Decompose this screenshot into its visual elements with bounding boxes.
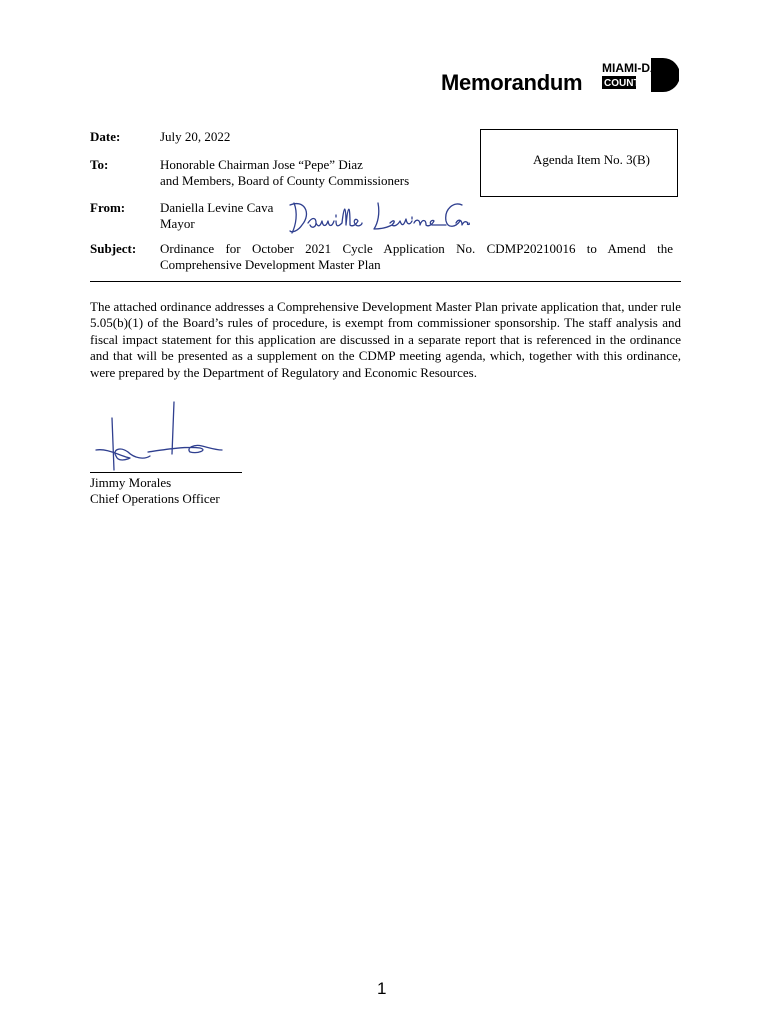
from-name: Daniella Levine Cava [160, 200, 274, 215]
header-divider [90, 281, 681, 282]
date-label: Date: [90, 129, 121, 144]
coo-signature [90, 400, 230, 475]
logo-line1: MIAMI-DADE [602, 61, 676, 75]
date-value: July 20, 2022 [160, 129, 231, 144]
agenda-item-label: Agenda Item No. 3(B) [533, 152, 650, 167]
miami-dade-county-logo [601, 56, 679, 94]
mayor-signature [286, 195, 470, 241]
memorandum-title: Memorandum [441, 70, 583, 95]
from-label: From: [90, 200, 126, 215]
to-line-1: Honorable Chairman Jose “Pepe” Diaz [160, 157, 363, 172]
body-paragraph: The attached ordinance addresses a Comprehensive Development Master Plan private application that, under rule 5.05(b)(1) of the Board’s rules of procedure, is exempt from commissioner sponsorship. The staff analysis and fiscal impact statement for this application are discussed in a separate report that is referenced in the ordinance and that will be presented as a supplement on the CDMP meeting agenda, which, together with this ordinance, were prepared by the Department of Regulatory and Economic Resources. [90, 299, 681, 380]
subject-line-2: Comprehensive Development Master Plan [160, 257, 381, 272]
subject-value [160, 241, 673, 273]
logo-line2: COUNTY [604, 78, 647, 89]
signatory-title: Chief Operations Officer [90, 491, 220, 506]
to-label: To: [90, 157, 109, 172]
signature-line [90, 472, 242, 473]
signatory-block [90, 475, 220, 507]
from-title: Mayor [160, 216, 195, 231]
to-line-2: and Members, Board of County Commissioners [160, 173, 410, 188]
subject-line-1: Ordinance for October 2021 Cycle Application No. CDMP20210016 to Amend the [160, 241, 673, 256]
subject-label: Subject: [90, 241, 137, 256]
page-number: 1 [377, 979, 387, 998]
signatory-name: Jimmy Morales [90, 475, 172, 490]
agenda-item-box [480, 129, 678, 197]
